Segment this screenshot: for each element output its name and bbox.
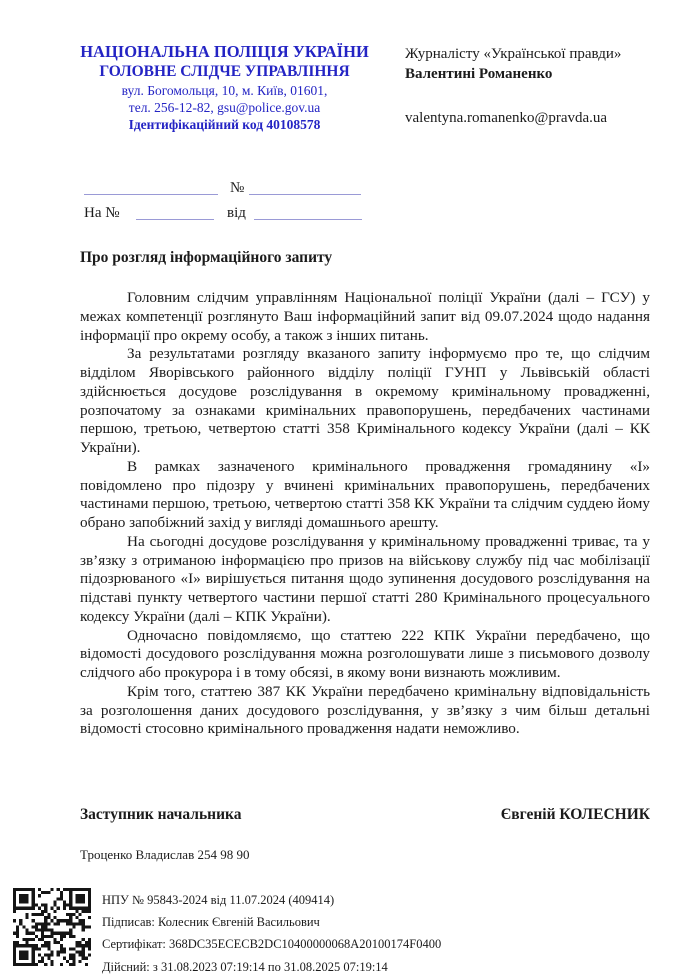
- ref-no-label: №: [230, 180, 245, 196]
- recipient-block: [405, 44, 675, 128]
- ref-na-no-label: На №: [84, 205, 120, 221]
- signer-name: Євгеній КОЛЕСНИК: [500, 806, 650, 823]
- letter-body: [80, 289, 650, 739]
- paragraph-3: В рамках зазначеного кримінального провадження громадянину «І» повідомлено про підозру у вчинені кримінальних правопорушень, передбачених частинами першою, третьою, четвертою статті 358 КК України та слідчим суддею йому обрано запобіжний захід у вигляді домашнього арешту.: [80, 457, 650, 531]
- org-address: вул. Богомольця, 10, м. Київ, 01601,: [121, 83, 328, 98]
- org-name: НАЦІОНАЛЬНА ПОЛІЦІЯ УКРАЇНИ: [80, 42, 369, 61]
- recipient-email: valentyna.romanenko@pravda.ua: [405, 110, 608, 126]
- ref-outgoing-date-line: [84, 178, 218, 195]
- stamp-signer-line: Підписав: Колесник Євгеній Васильович: [102, 915, 320, 930]
- paragraph-2: За результатами розгляду вказаного запиту інформуємо про те, що слідчим відділом Яворівського районного відділу поліції ГУНП у Львівській області здійснюється досудове розслідування в окремому кримінальному провадженні, розпочатому за ознаками кримінальних правопорушень, передбачених частинами першою, третьою, четвертою статті 358 Кримінального кодексу України (далі – КК України).: [80, 345, 650, 456]
- ref-vid-label: від: [227, 205, 246, 221]
- subject-line: Про розгляд інформаційного запиту: [80, 249, 333, 266]
- recipient-name: Валентині Романенко: [405, 66, 553, 82]
- paragraph-1: Головним слідчим управлінням Національної поліції України (далі – ГСУ) у межах компетенції розглянуто Ваш інформаційний запит від 09.07.2024 щодо надання інформації про окрему особу, а також з інших питань.: [80, 289, 650, 344]
- stamp-registration-line: НПУ № 95843-2024 від 11.07.2024 (409414): [102, 893, 335, 907]
- esignature-details: [102, 888, 441, 975]
- paragraph-4: На сьогодні досудове розслідування у кримінальному провадженні триває, та у зв’язку з отриманою інформацією про призов на військову службу під час мобілізації підозрюваного «І» вирішується питання щодо зупинення досудового розслідування на підставі пункту четвертого частини першої статті 280 Кримінального процесуального кодексу України (далі – КПК України).: [80, 532, 650, 625]
- ref-incoming-date-line: [254, 203, 362, 220]
- stamp-validity-line: Дійсний: з 31.08.2023 07:19:14 по 31.08.2025 07:19:14: [102, 959, 388, 974]
- org-phone-email: тел. 256-12-82, gsu@police.gov.ua: [128, 100, 321, 115]
- ref-outgoing-number-line: [249, 178, 361, 195]
- org-id-code: Ідентифікаційний код 40108578: [128, 117, 321, 132]
- signer-position: Заступник начальника: [80, 806, 242, 823]
- letterhead-org-block: [72, 42, 377, 133]
- ref-incoming-number-line: [136, 203, 214, 220]
- recipient-role: Журналісту «Української правди»: [405, 46, 622, 62]
- stamp-certificate-line: Сертифікат: 368DC35ECECB2DC10400000068A20100174F0400: [102, 937, 442, 952]
- signature-row: [80, 806, 650, 824]
- qr-code-icon: [13, 888, 91, 966]
- esignature-stamp: [13, 888, 441, 975]
- paragraph-5: Одночасно повідомляємо, що статтею 222 КПК України передбачено, що відомості досудового розслідування можна розголошувати лише з письмового дозволу слідчого або прокурора і в тому обсязі, в якому вони визнають можливим.: [80, 626, 650, 681]
- paragraph-6: Крім того, статтею 387 КК України передбачено кримінальну відповідальність за розголошення даних досудового розслідування, у зв’язку з чим більш детальні відомості стосовно кримінального провадження надати неможливо.: [80, 682, 650, 738]
- org-department: ГОЛОВНЕ СЛІДЧЕ УПРАВЛІННЯ: [99, 63, 350, 80]
- executor-contact: Троценко Владислав 254 98 90: [80, 847, 250, 862]
